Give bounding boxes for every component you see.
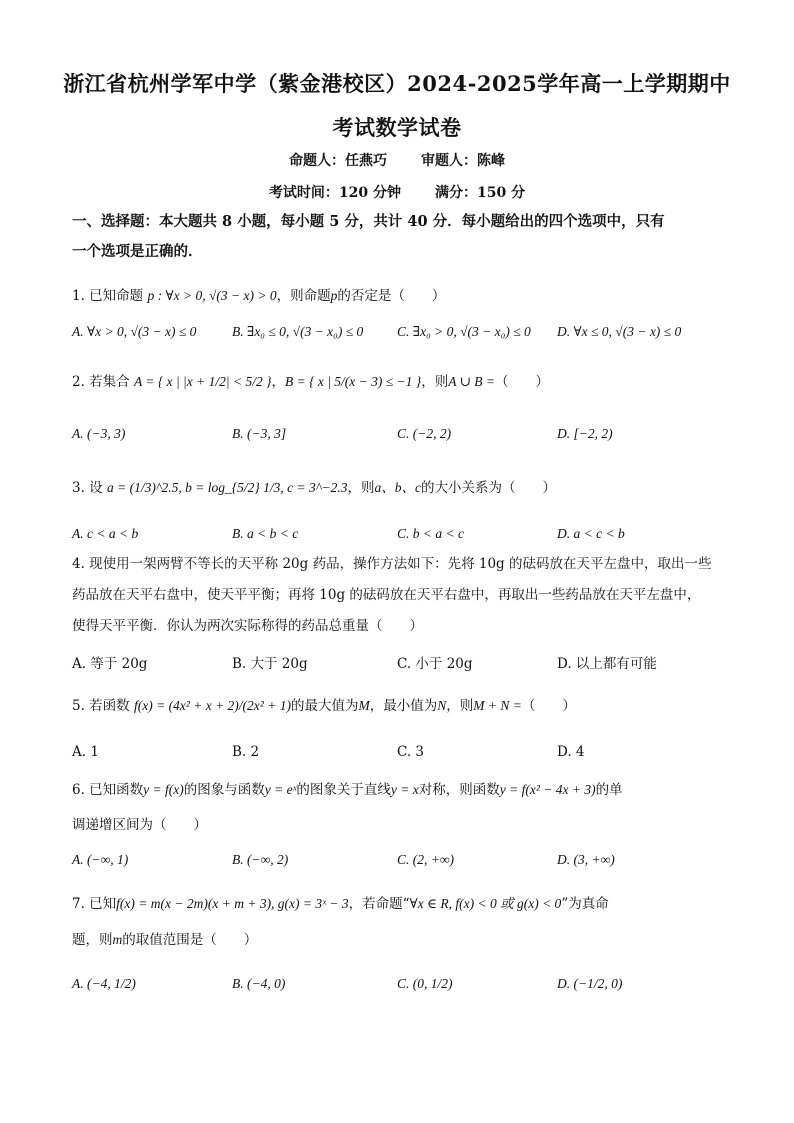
exam-info-line	[60, 182, 734, 202]
q7-text-b: ，若命题“	[348, 896, 410, 912]
q3-option-a: A. c < a < b	[72, 526, 139, 541]
q3-option-d: D. a < c < b	[557, 526, 625, 541]
q2-set-b: B = { x | 5/(x − 3) ≤ −1 }	[284, 374, 422, 389]
q7-line2a: 题，则	[72, 932, 113, 948]
q1-formula: p : ∀x > 0, √(3 − x) > 0	[147, 288, 277, 303]
q7-option-a: A. (−4, 1/2)	[72, 976, 136, 991]
q4-line3: 使得天平平衡．你认为两次实际称得的药品总重量（ ）	[72, 618, 423, 634]
full-score: 满分：150 分	[435, 185, 526, 201]
q5-sum: M + N =	[473, 698, 522, 713]
section-heading-line2: 一个选项是正确的．	[72, 243, 203, 260]
q7-option-d: D. (−1/2, 0)	[557, 976, 623, 991]
section-heading-line1: 一、选择题：本大题共 8 小题，每小题 5 分，共计 40 分．每小题给出的四个选项中，只有	[72, 213, 665, 230]
q3-option-c: C. b < a < c	[397, 526, 464, 541]
q5-text-d: ，则	[446, 698, 474, 714]
q7-option-c: C. (0, 1/2)	[397, 976, 453, 991]
question-2-stem	[72, 366, 732, 398]
question-5-stem	[72, 690, 732, 722]
q2-text-c: （ ）	[495, 374, 549, 390]
q2-union: A ∪ B =	[448, 374, 495, 389]
q1-option-b: B. ∃x₀ ≤ 0, √(3 − x₀) ≤ 0	[232, 324, 364, 339]
q6-f1: y = f(x)	[143, 782, 184, 797]
q5-option-a: A. 1	[72, 744, 99, 760]
q4-option-b: B. 大于 20g	[232, 656, 308, 672]
question-7-stem	[72, 888, 732, 920]
q5-text-e: （ ）	[521, 698, 576, 714]
q2-option-d: D. [−2, 2)	[557, 426, 613, 441]
q7-line2b: 的取值范围是（ ）	[122, 932, 258, 948]
q3-formula: a = (1/3)^2.5, b = log_{5/2} 1/3, c = 3^−2.3	[106, 480, 348, 495]
q5-text: 5. 若函数	[72, 698, 130, 714]
q2-option-c: C. (−2, 2)	[397, 426, 452, 441]
q7-formula: f(x) = m(x − 2m)(x + m + 3), g(x) = 3ˣ − 3	[116, 896, 349, 911]
q7-text-c: ”为真命	[561, 896, 609, 912]
q2-sep: ，	[271, 374, 285, 390]
q5-text-c: ，最小值为	[369, 698, 438, 714]
q1-text-b: ，则命题	[276, 288, 331, 304]
q3-option-b: B. a < b < c	[232, 526, 299, 541]
exam-time: 考试时间：120 分钟	[268, 185, 401, 201]
q2-set-a: A = { x | |x + 1/2| < 5/2 }	[133, 374, 272, 389]
q5-option-c: C. 3	[397, 744, 425, 760]
q6-line: y = x	[390, 782, 419, 797]
q2-option-a: A. (−3, 3)	[72, 426, 126, 441]
q4-line1: 4. 现使用一架两臂不等长的天平称 20g 药品，操作方法如下：先将 10g 的砝码放在天平左盘中，取出一些	[72, 556, 712, 572]
q5-m: M	[358, 698, 370, 713]
question-7-line2	[72, 924, 732, 956]
q3-text: 3. 设	[72, 480, 103, 496]
q1-text-c: 的否定是（ ）	[337, 288, 446, 304]
q3-text-c: 的大小关系为（ ）	[420, 480, 556, 496]
q2-option-b: B. (−3, 3]	[232, 426, 287, 441]
q6-f3: y = f(x² − 4x + 3)	[499, 782, 596, 797]
q7-prop: ∀x ∈ R, f(x) < 0 或 g(x) < 0	[409, 896, 562, 911]
exam-title-line1: 浙江省杭州学军中学（紫金港校区）2024-2025学年高一上学期期中	[63, 71, 731, 96]
q3-text-b: ，则	[347, 480, 375, 496]
authors-line	[60, 150, 734, 170]
q6-option-d: D. (3, +∞)	[557, 852, 615, 867]
q4-option-d: D. 以上都有可能	[557, 656, 657, 672]
q7-option-b: B. (−4, 0)	[232, 976, 286, 991]
q4-option-a: A. 等于 20g	[72, 656, 148, 672]
q6-f2: y = eˣ	[264, 782, 297, 797]
q6-text-c: 的图象关于直线	[296, 782, 391, 798]
q5-text-b: 的最大值为	[290, 698, 359, 714]
q5-option-b: B. 2	[232, 744, 260, 760]
q7-m: m	[112, 932, 123, 947]
q7-text: 7. 已知	[72, 896, 117, 912]
q4-line2: 药品放在天平右盘中，使天平平衡；再将 10g 的砝码放在天平右盘中，再取出一些药品放在天平左盘中，	[72, 587, 701, 603]
q1-option-c: C. ∃x₀ > 0, √(3 − x₀) ≤ 0	[397, 324, 531, 339]
question-1-stem	[72, 280, 732, 312]
q6-text-d: 对称，则函数	[418, 782, 500, 798]
exam-title-line2: 考试数学试卷	[332, 115, 462, 140]
q6-option-a: A. (−∞, 1)	[72, 852, 129, 867]
q6-text: 6. 已知函数	[72, 782, 144, 798]
q1-option-d: D. ∀x ≤ 0, √(3 − x) ≤ 0	[557, 324, 682, 339]
q2-text: 2. 若集合	[72, 374, 130, 390]
section-heading	[72, 207, 732, 267]
q6-text-e: 的单	[595, 782, 623, 798]
reviewer: 审题人：陈峰	[421, 153, 505, 169]
question-6-stem	[72, 774, 732, 806]
setter: 命题人：任燕巧	[289, 153, 387, 169]
q6-text-b: 的图象与函数	[183, 782, 265, 798]
q5-option-d: D. 4	[557, 744, 585, 760]
question-3-stem	[72, 472, 732, 504]
q1-text: 1. 已知命题	[72, 288, 144, 304]
q6-option-b: B. (−∞, 2)	[232, 852, 289, 867]
q5-n: N	[437, 698, 447, 713]
question-6-line2: 调递增区间为（ ）	[72, 817, 207, 833]
question-4-stem	[72, 549, 732, 642]
q4-option-c: C. 小于 20g	[397, 656, 473, 672]
q1-p: p	[330, 288, 338, 303]
q2-text-b: ，则	[421, 374, 449, 390]
q6-option-c: C. (2, +∞)	[397, 852, 454, 867]
q1-option-a: A. ∀x > 0, √(3 − x) ≤ 0	[72, 324, 197, 339]
q5-formula: f(x) = (4x² + x + 2)/(2x² + 1)	[133, 698, 291, 713]
q3-vars: a、b、c	[374, 480, 421, 495]
